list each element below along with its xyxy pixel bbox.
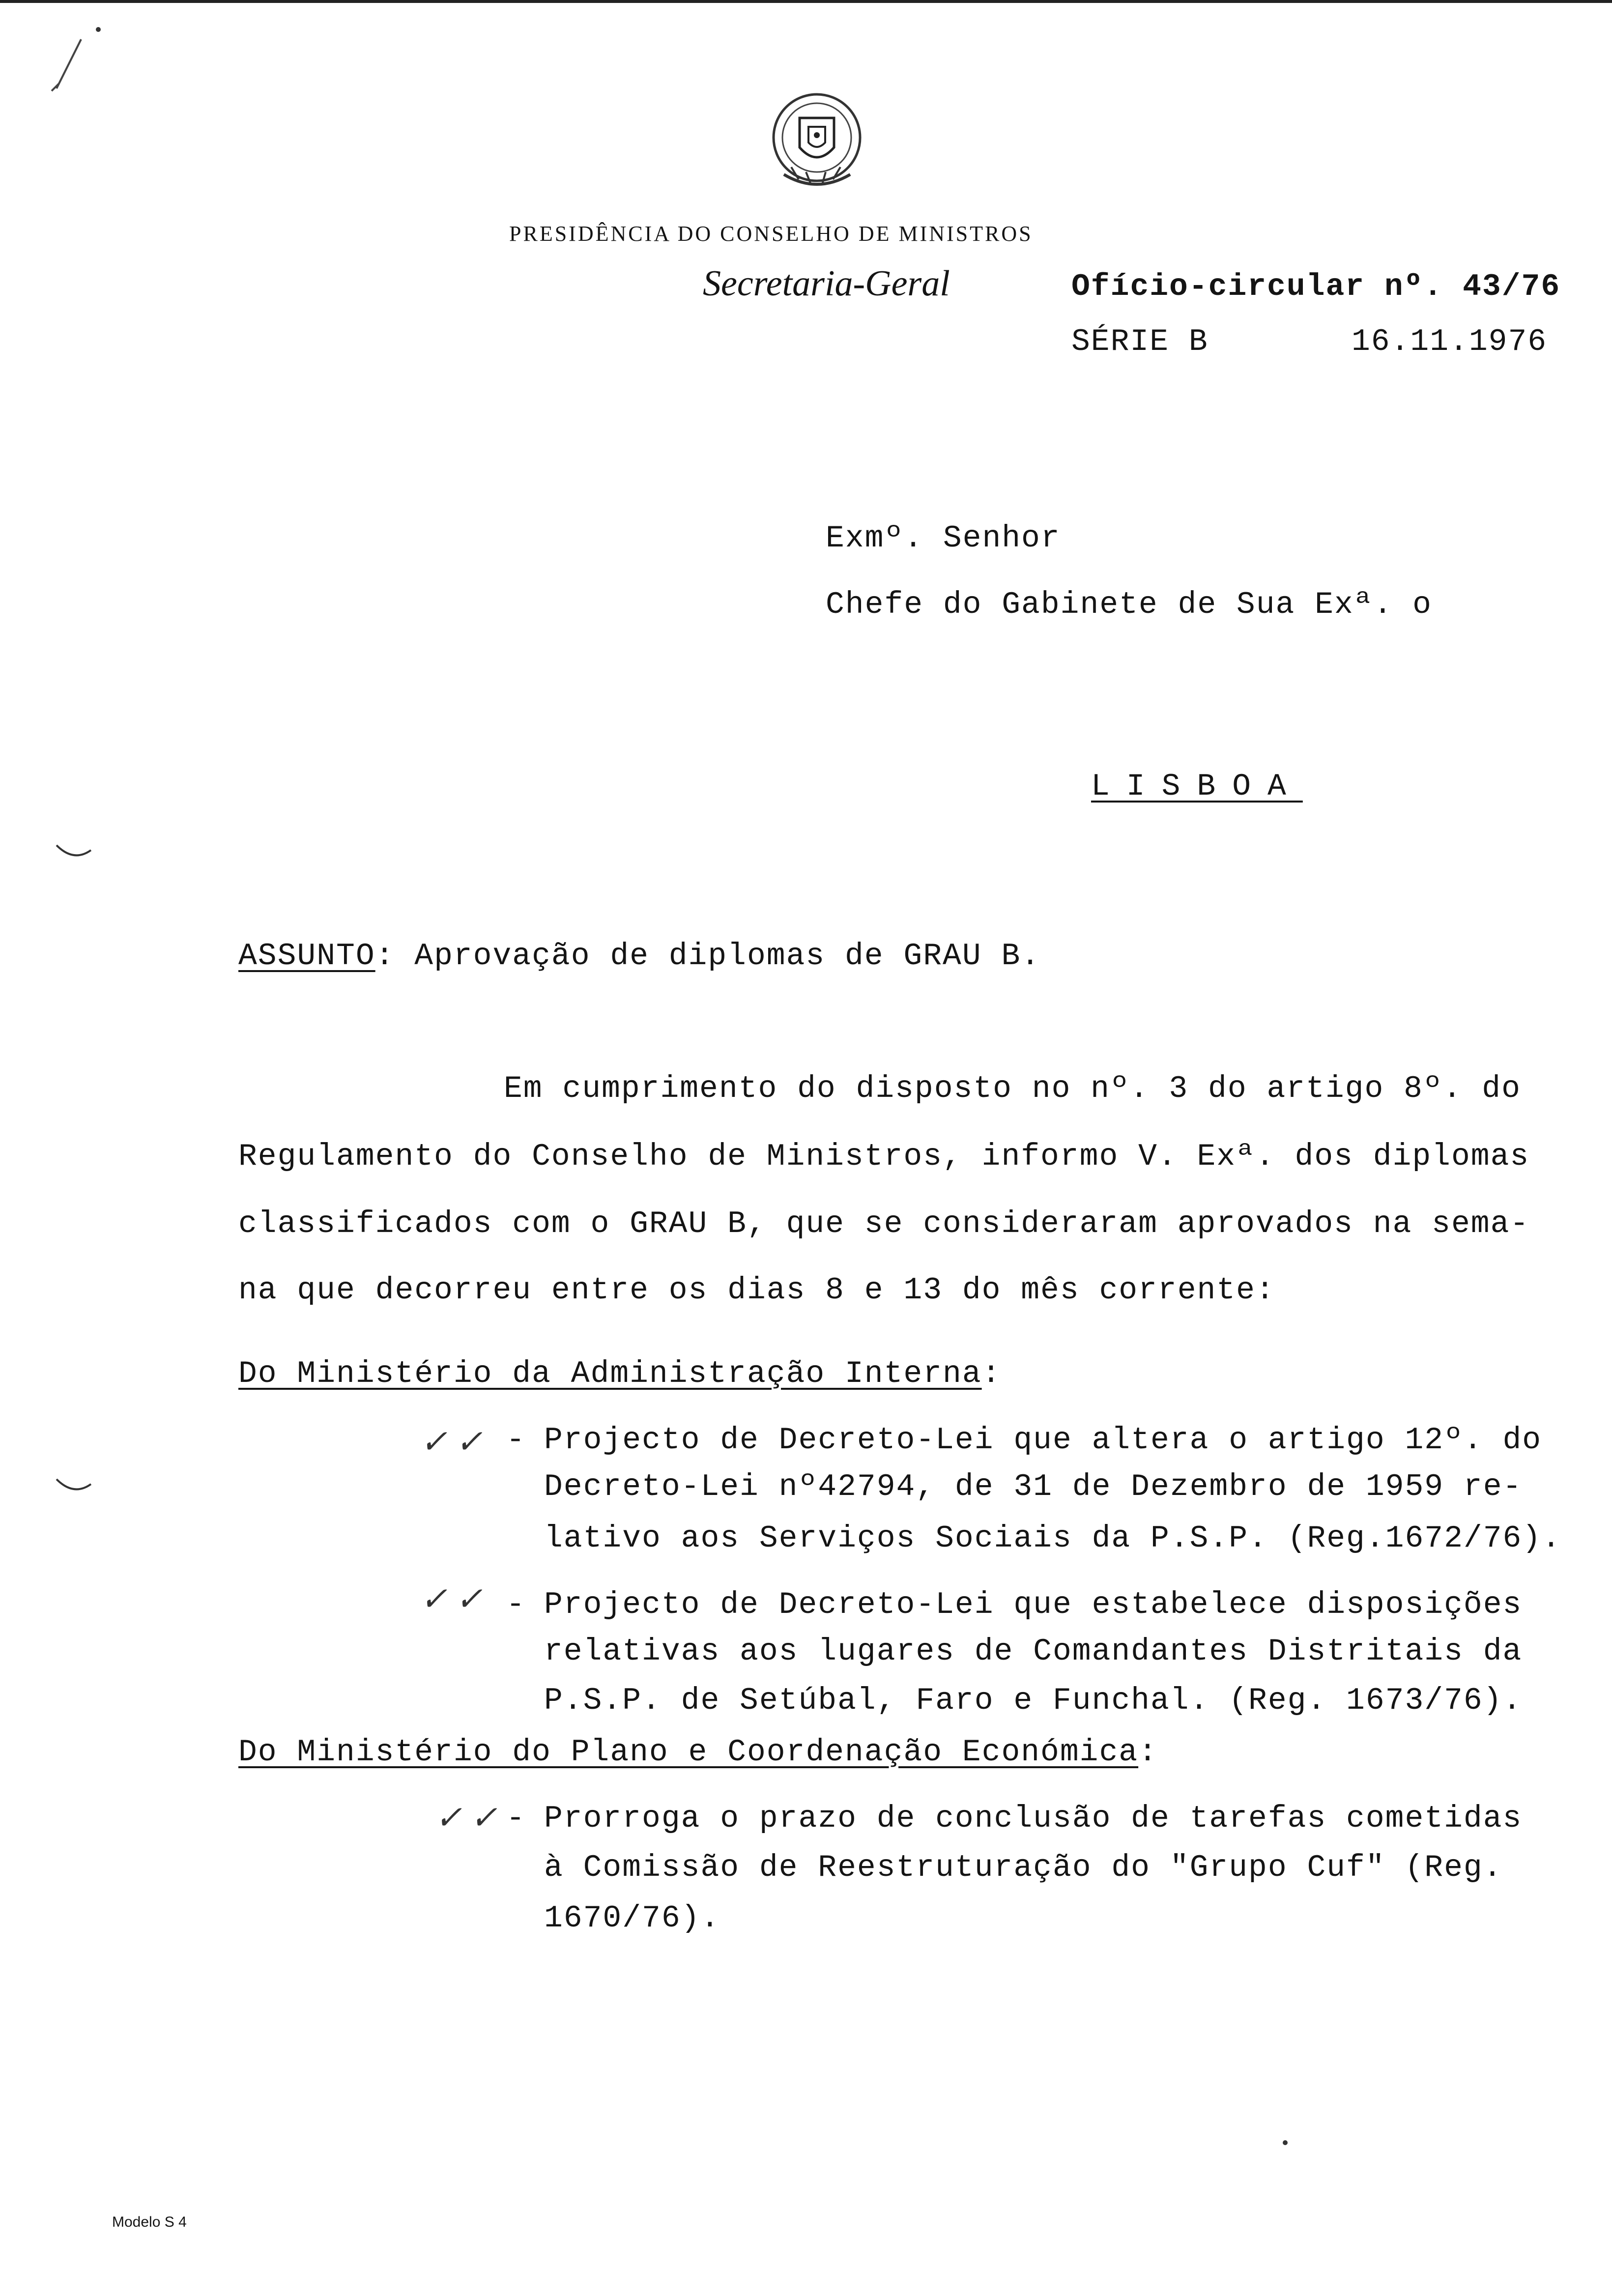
section-heading (238, 1735, 1158, 1770)
subject-label: ASSUNTO (238, 939, 375, 974)
list-item-line: 1670/76). (544, 1901, 720, 1936)
margin-pen-mark (47, 34, 86, 98)
check-marks: ✓ ✓ (435, 1800, 498, 1836)
scan-speck (96, 27, 101, 32)
section-heading-text: Do Ministério da Administração Interna (238, 1356, 982, 1391)
list-item-line: à Comissão de Reestruturação do "Grupo Cuf" (Reg. (544, 1850, 1503, 1885)
subject-line (238, 939, 1040, 974)
list-item-line: Decreto-Lei nº42794, de 31 de Dezembro de 1959 re- (544, 1469, 1523, 1504)
list-item-line: Projecto de Decreto-Lei que estabelece disposições (544, 1587, 1523, 1622)
bullet-dash: - (506, 1587, 526, 1622)
bullet-dash: - (506, 1801, 526, 1836)
department-signature: Secretaria-Geral (703, 263, 950, 304)
document-date: 16.11.1976 (1352, 324, 1548, 359)
series-label: SÉRIE B (1071, 324, 1209, 359)
body-line: na que decorreu entre os dias 8 e 13 do mês corrente: (238, 1273, 1275, 1308)
salutation: Exmº. Senhor (826, 521, 1061, 556)
scan-speck (1283, 2140, 1288, 2145)
list-item-line: relativas aos lugares de Comandantes Distritais da (544, 1634, 1523, 1669)
portuguese-coat-of-arms-icon (764, 88, 870, 197)
top-rule (0, 0, 1612, 3)
section-heading-text: Do Ministério do Plano e Coordenação Económica (238, 1735, 1139, 1770)
body-line: Regulamento do Conselho de Ministros, informo V. Exª. dos diplomas (238, 1139, 1530, 1174)
list-item-line: Projecto de Decreto-Lei que altera o artigo 12º. do (544, 1423, 1542, 1458)
form-model-label: Modelo S 4 (112, 2214, 187, 2230)
section-heading-suffix: : (1138, 1735, 1158, 1770)
check-marks: ✓ ✓ (420, 1424, 483, 1460)
institution-header: PRESIDÊNCIA DO CONSELHO DE MINISTROS (509, 222, 1033, 246)
body-line: classificados com o GRAU B, que se consideraram aprovados na sema- (238, 1206, 1530, 1241)
body-line: Em cumprimento do disposto no nº. 3 do artigo 8º. do (504, 1071, 1521, 1106)
section-heading (238, 1356, 1001, 1391)
margin-hole-mark (54, 1469, 93, 1499)
list-item-line: P.S.P. de Setúbal, Faro e Funchal. (Reg. 1673/76). (544, 1683, 1523, 1718)
bullet-dash: - (506, 1423, 526, 1458)
circular-reference: Ofício-circular nº. 43/76 (1071, 269, 1561, 304)
check-marks: ✓ ✓ (420, 1581, 483, 1617)
section-heading-suffix: : (981, 1356, 1002, 1391)
addressee-line: Chefe do Gabinete de Sua Exª. o (826, 587, 1432, 622)
subject-text: : Aprovação de diplomas de GRAU B. (375, 939, 1041, 974)
addressee-city: LISBOA (1091, 769, 1303, 804)
list-item-line: Prorroga o prazo de conclusão de tarefas cometidas (544, 1801, 1523, 1836)
margin-hole-mark (54, 835, 93, 865)
list-item-line: lativo aos Serviços Sociais da P.S.P. (Reg.1672/76). (544, 1521, 1561, 1556)
